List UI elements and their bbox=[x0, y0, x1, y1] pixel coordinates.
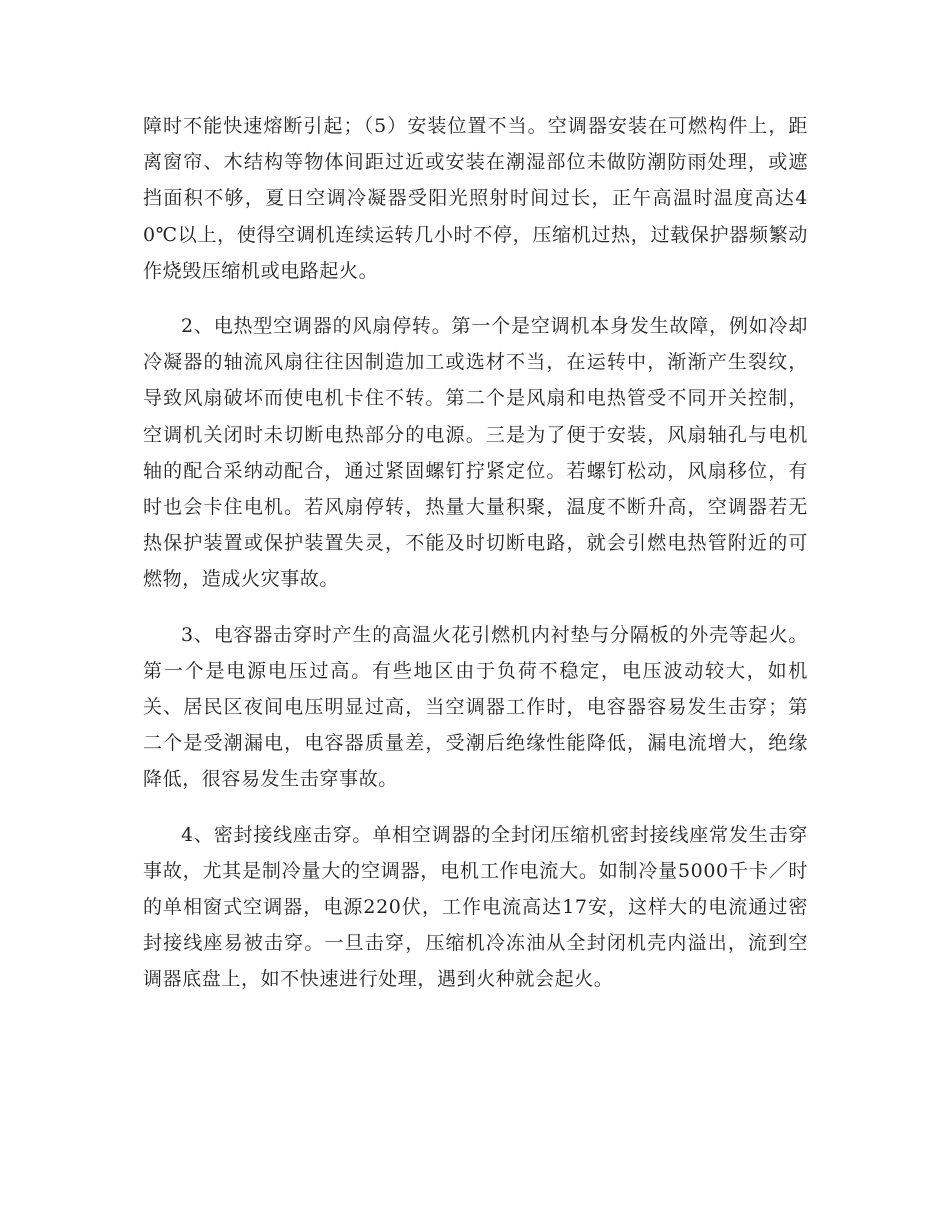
paragraph-capacitor-breakdown: 3、电容器击穿时产生的高温火花引燃机内衬垫与分隔板的外壳等起火。第一个是电源电压过高。有些地区由于负荷不稳定，电压波动较大，如机关、居民区夜间电压明显过高，当空调器工作时，电容器容易发生击穿；第二个是受潮漏电，电容器质量差，受潮后绝缘性能降低，漏电流增大，绝缘降低，很容易发生击穿事故。 bbox=[143, 623, 808, 791]
paragraph-sealed-terminal: 4、密封接线座击穿。单相空调器的全封闭压缩机密封接线座常发生击穿事故，尤其是制冷量大的空调器，电机工作电流大。如制冷量5000千卡／时的单相窗式空调器，电源220伏，工作电流高达17安，这样大的电流通过密封接线座易被击穿。一旦击穿，压缩机冷冻油从全封闭机壳内溢出，流到空调器底盘上，如不快速进行处理，遇到火种就会起火。 bbox=[143, 823, 808, 991]
paragraph-continuation: 障时不能快速熔断引起；（5）安装位置不当。空调器安装在可燃构件上，距离窗帘、木结构等物体间距过近或安装在潮湿部位未做防潮防雨处理，或遮挡面积不够，夏日空调冷凝器受阳光照射时间过长，正午高温时温度高达40℃以上，使得空调机连续运转几小时不停，压缩机过热，过载保护器频繁动作烧毁压缩机或电路起火。 bbox=[143, 115, 808, 282]
document-body bbox=[143, 108, 808, 1017]
paragraph-fan-stall: 2、电热型空调器的风扇停转。第一个是空调机本身发生故障，例如冷却冷凝器的轴流风扇往往因制造加工或选材不当，在运转中，渐渐产生裂纹，导致风扇破坏而使电机卡住不转。第二个是风扇和电热管受不同开关控制，空调机关闭时未切断电热部分的电源。三是为了便于安装，风扇轴孔与电机轴的配合采纳动配合，通过紧固螺钉拧紧定位。若螺钉松动，风扇移位，有时也会卡住电机。若风扇停转，热量大量积聚，温度不断升高，空调器若无热保护装置或保护装置失灵，不能及时切断电路，就会引燃电热管附近的可燃物，造成火灾事故。 bbox=[143, 315, 808, 591]
